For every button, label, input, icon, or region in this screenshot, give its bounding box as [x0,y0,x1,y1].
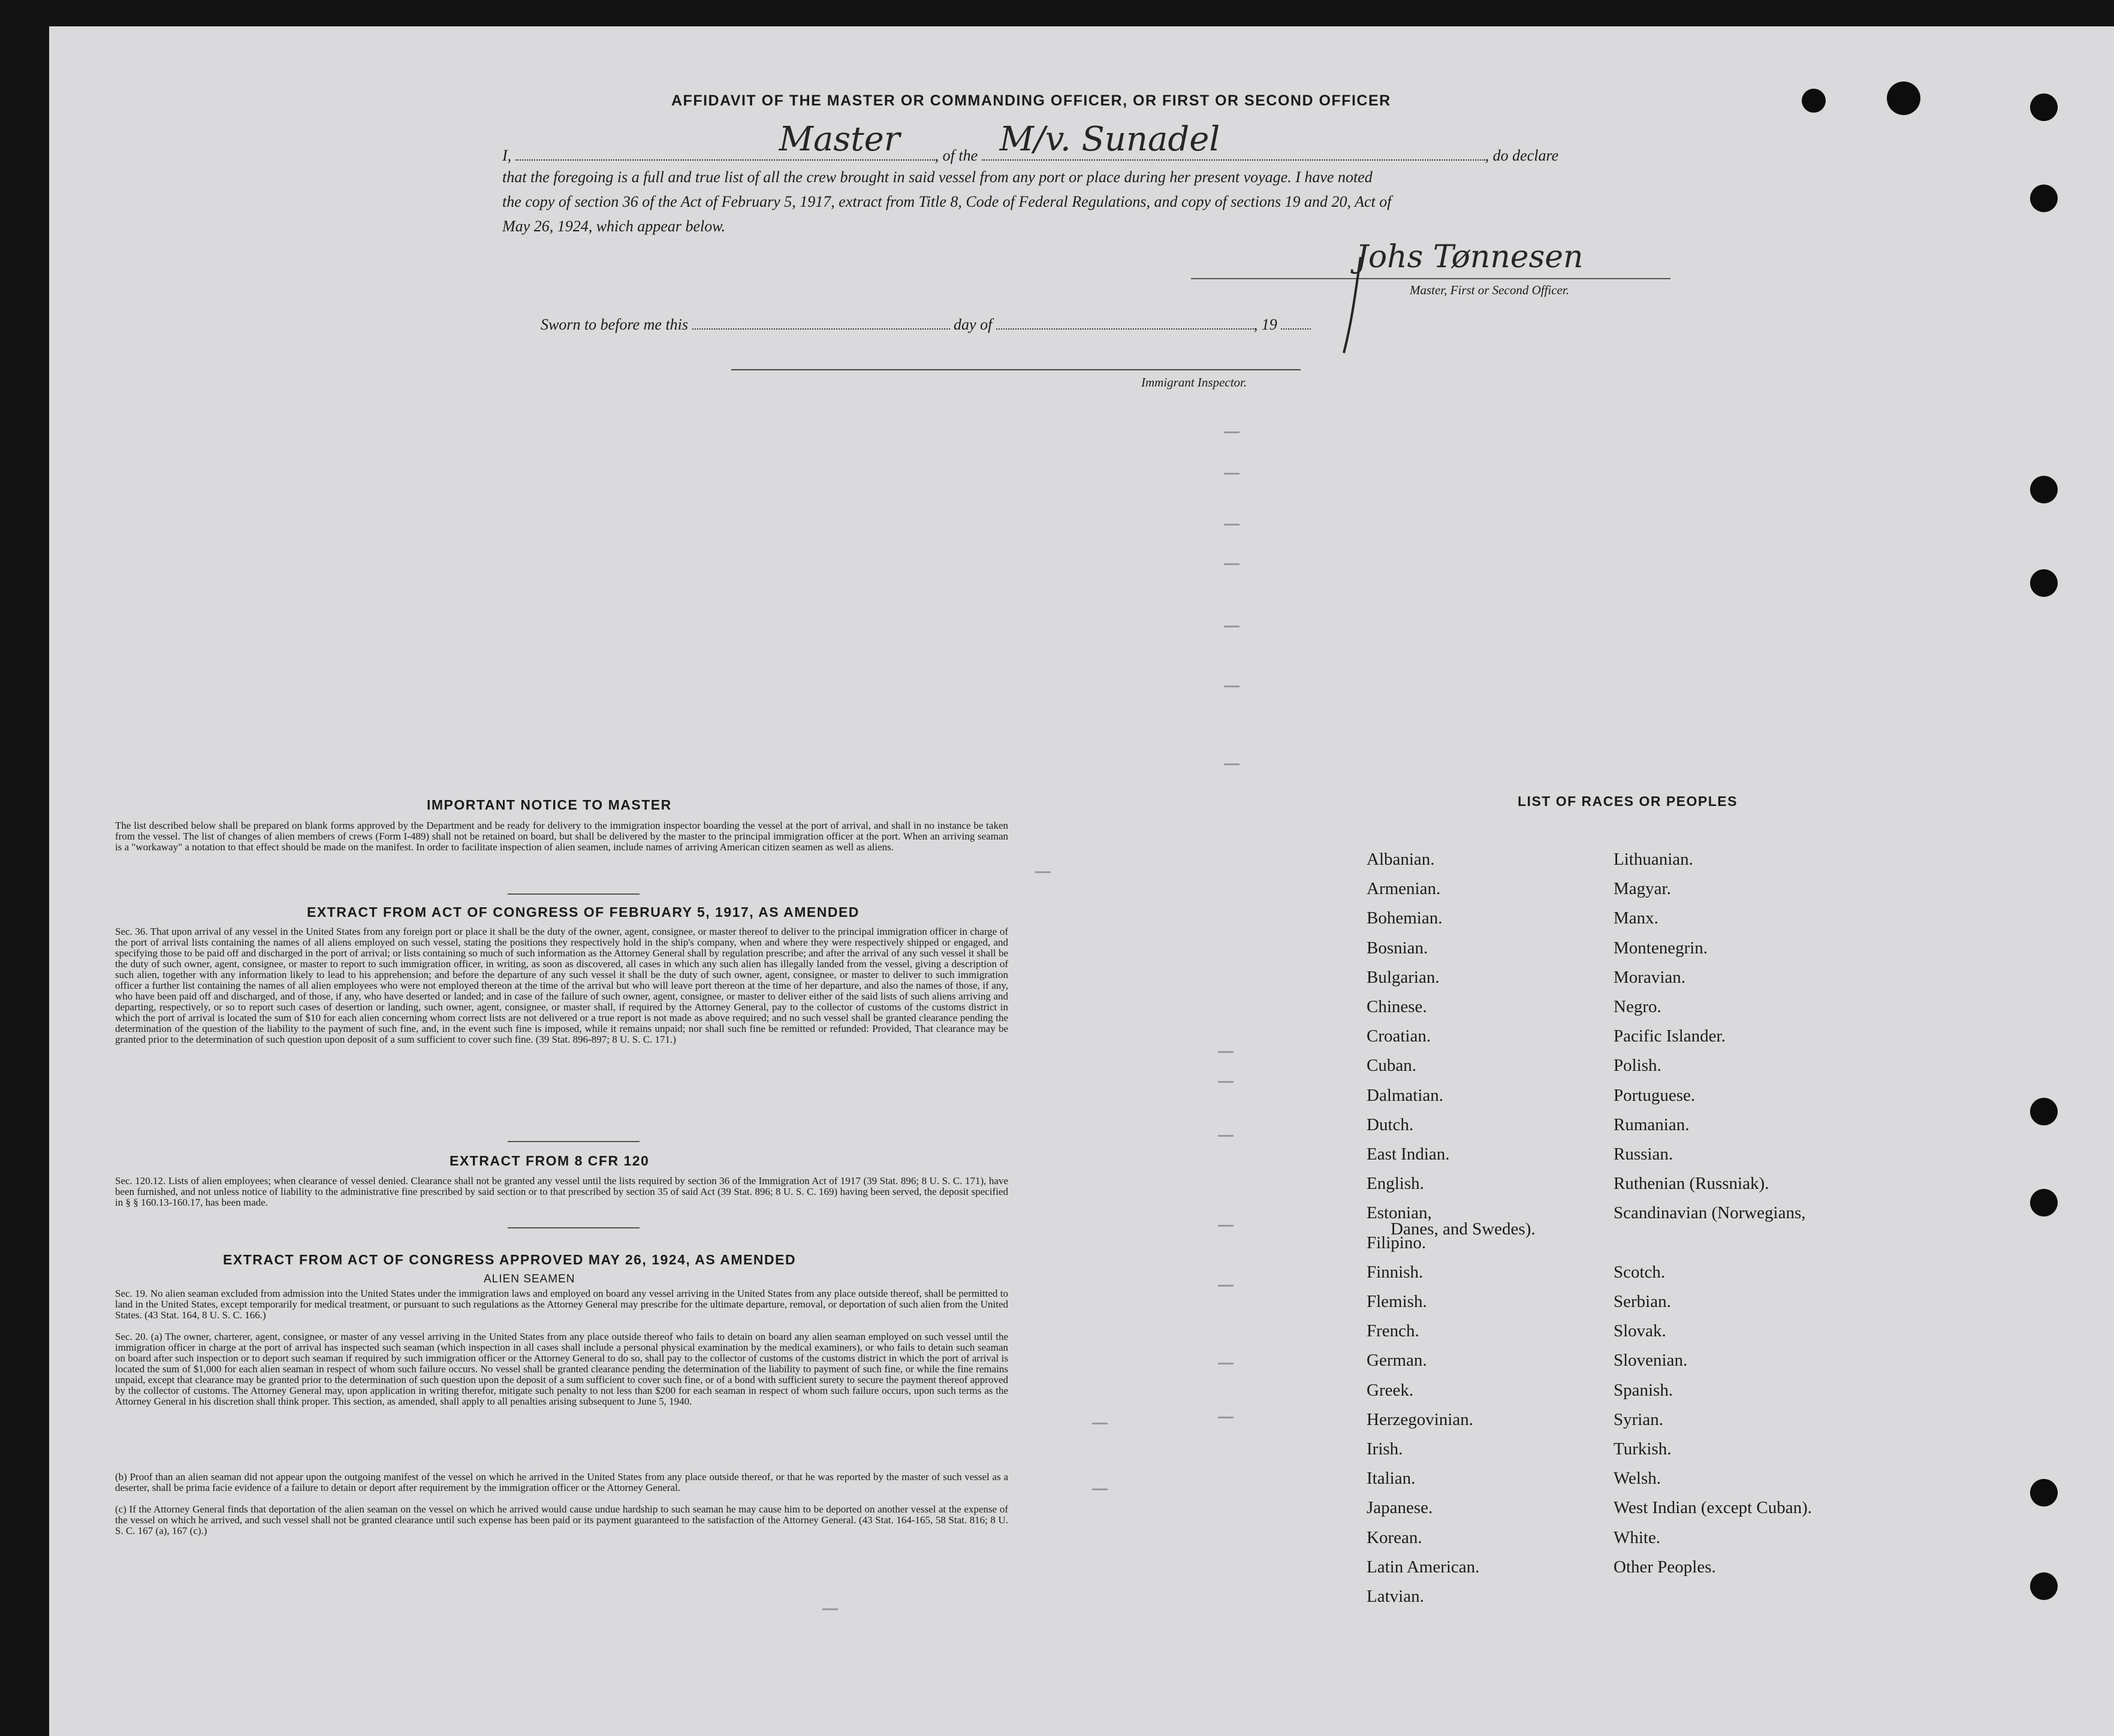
race-item: Magyar. [1614,879,1671,899]
binder-hole [1887,81,1920,115]
race-item: German. [1367,1351,1427,1370]
signature-flourish [1332,254,1368,356]
race-item: Polish. [1614,1056,1661,1076]
binder-hole [2030,93,2058,121]
inspector-line [731,369,1301,370]
sworn-line [541,313,1311,334]
race-item: Herzegovinian. [1367,1409,1473,1429]
race-item: Other Peoples. [1614,1557,1716,1577]
race-item: Cuban. [1367,1056,1416,1076]
race-item: Albanian. [1367,850,1435,869]
sworn-day-label: day of [954,316,993,333]
race-item: Estonian, [1367,1203,1432,1223]
races-title: LIST OF RACES OR PEOPLES [1518,793,1738,809]
sworn-year-field [1281,313,1311,330]
section-divider [508,893,640,895]
race-item: East Indian. [1367,1145,1450,1164]
binder-hole [2030,476,2058,503]
affidavit-title: AFFIDAVIT OF THE MASTER OR COMMANDING OFFICER, OR FIRST OR SECOND OFFICER [671,92,1391,109]
binder-hole [2030,569,2058,597]
race-item: Lithuanian. [1614,850,1693,869]
race-item: Chinese. [1367,997,1427,1016]
extract-1917-body: Sec. 36. That upon arrival of any vessel in the United States from any foreign port or place it shall be the duty of the owner, agent, consignee, or master thereof to deliver to the principal immigration officer in charge of the port of arrival lists containing the names of all aliens employed on such vessel, stating the positions they respectively hold in the ship's company, when and where they were respectively shipped or engaged, and specifying those to be paid off and discharged in the port of arrival; or lists containing so much of such information as the Attorney General shall by regulation prescribe; and after the arrival of any such vessel it shall be the duty of such owner, agent, consignee, or master to report to such immigration officer, in writing, as soon as discovered, all cases in which any such alien has illegally landed from the vessel, giving a description of such alien, together with any information likely to lead to his apprehension; and before the departure of any such vessel it shall be the duty of such owner, agent, consignee, or master to deliver to such immigration officer a further list containing the names of all alien employees who were not employed thereon at the time of the arrival but who will leave port thereon at the time of her departure, and also the names of those, if any, who have been paid off and discharged, and of those, if any, who have deserted or landed; and in case of the failure of such owner, agent, consignee, or master to deliver either of the said lists of such aliens arriving and departing, respectively, or so to report such cases of desertion or landing, such owner, agent, consignee, or master shall, if required by the Attorney General, pay to the collector of customs of the customs district in which the port of arrival is located the sum of $10 for each alien concerning whom correct lists are not delivered or a true report is not made as above required; and no such vessel shall be granted clearance pending the determination of the question of the liability to the payment of such fine, and, in the event such fine is imposed, while it remains unpaid; nor shall such fine be remitted or refunded: Provided, That clearance may be granted prior to the determination of such question upon deposit of a sum sufficient to cover such fine. (39 Stat. 896-897; 8 U. S. C. 171.) [115,926,1008,1045]
sworn-day-field [692,313,950,330]
master-signature: Johs Tønnesen [1356,239,1584,275]
race-item: Pacific Islander. [1614,1026,1726,1046]
race-item: Finnish. [1367,1262,1424,1282]
declaration-mid: , of the [934,147,978,164]
declaration-suffix: , do declare [1485,147,1559,164]
signature-line [1191,278,1670,279]
form-page [49,26,2114,1736]
race-item: Negro. [1614,997,1661,1016]
binder-hole [1802,89,1826,113]
notice-title: IMPORTANT NOTICE TO MASTER [427,797,672,813]
race-item: Dutch. [1367,1115,1414,1134]
race-item: Danes, and Swedes). [1391,1219,1536,1239]
race-item: Moravian. [1614,967,1685,987]
race-item: Filipino. [1367,1233,1427,1252]
binder-hole [2030,1572,2058,1600]
extract-1924-sec20b: (b) Proof than an alien seaman did not appear upon the outgoing manifest of the vessel on which he arrived in the United States from any place outside thereof, or that he was reported by the master of such vessel as a deserter, shall be prima facie evidence of a failure to detain or deport after requirement by the immigration officer or the Attorney General. [115,1471,1008,1493]
race-item: Serbian. [1614,1292,1671,1311]
binder-hole [2030,1098,2058,1125]
extract-1924-sec20c: (c) If the Attorney General finds that deportation of the alien seaman on the vessel on which he arrived would cause undue hardship to such seaman he may cause him to be deported on another vessel at the expense of the vessel on which he arrived, and such vessel shall not be granted clearance until such expense has been paid or its payment guaranteed to the satisfaction of the Attorney General. (43 Stat. 164-165, 58 Stat. 816; 8 U. S. C. 167 (a), 167 (c).) [115,1503,1008,1536]
notice-body: The list described below shall be prepared on blank forms approved by the Department and be ready for delivery to the immigration inspector boarding the vessel at the port of arrival, and shall in no instance be taken from the vessel. The list of changes of alien members of crews (Form I-489) shall not be retained on board, but shall be delivered by the master to the principal immigration officer at the port. When an arriving seaman is a "workaway" a notation to that effect should be made on the manifest. In order to facilitate inspection of alien seamen, include names of arriving American citizen seamen as well as aliens. [115,820,1008,853]
extract-cfr-title: EXTRACT FROM 8 CFR 120 [450,1153,650,1169]
race-item: Slovak. [1614,1321,1666,1341]
race-item: Montenegrin. [1614,938,1708,958]
extract-1924-title: EXTRACT FROM ACT OF CONGRESS APPROVED MAY 26, 1924, AS AMENDED [223,1252,797,1267]
race-item: Dalmatian. [1367,1085,1444,1105]
binder-hole [2030,1479,2058,1506]
race-item: Manx. [1614,908,1658,928]
race-item: Flemish. [1367,1292,1427,1311]
extract-1924-sec19: Sec. 19. No alien seaman excluded from admission into the United States under the immigration laws and employed on board any vessel arriving in the United States from any place outside thereof, shall be permitted to land in the United States, except temporarily for medical treatment, or pursuant to such regulations as the Attorney General may prescribe for the ultimate departure, removal, or deportation of such alien from the United States. (43 Stat. 164, 8 U. S. C. 166.) [115,1288,1008,1321]
race-item: Bulgarian. [1367,967,1440,987]
race-item: Syrian. [1614,1409,1663,1429]
section-divider [508,1227,640,1228]
sworn-year-label: , 19 [1253,316,1277,333]
race-item: English. [1367,1174,1424,1194]
race-item: Latin American. [1367,1557,1480,1577]
race-item: Italian. [1367,1469,1416,1489]
inspector-caption: Immigrant Inspector. [1141,375,1247,390]
declaration-line-1 [502,120,1686,165]
race-item: Turkish. [1614,1439,1672,1459]
race-item: Armenian. [1367,879,1441,899]
race-item: Scotch. [1614,1262,1666,1282]
race-item: Spanish. [1614,1380,1673,1400]
declaration-line-4: May 26, 1924, which appear below. [502,218,726,235]
declaration-prefix: I, [502,147,512,164]
race-item: Japanese. [1367,1498,1433,1518]
sworn-month-field [996,313,1254,330]
extract-1917-title: EXTRACT FROM ACT OF CONGRESS OF FEBRUARY 5, 1917, AS AMENDED [307,904,860,920]
race-item: Rumanian. [1614,1115,1690,1134]
declaration-line-2: that the foregoing is a full and true list of all the crew brought in said vessel from any port or place during her present voyage. I have noted [502,168,1373,186]
race-item: Greek. [1367,1380,1414,1400]
race-item: Korean. [1367,1527,1422,1547]
handwritten-vessel: M/v. Sunadel [999,120,1220,159]
section-divider [508,1141,640,1142]
race-item: Bosnian. [1367,938,1428,958]
race-item: Scandinavian (Norwegians, [1614,1203,1806,1223]
race-item: Latvian. [1367,1587,1424,1606]
extract-cfr-body: Sec. 120.12. Lists of alien employees; when clearance of vessel denied. Clearance shall not be granted any vessel until the lists required by section 36 of the Immigration Act of 1917 (39 Stat. 896; 8 U. S. C. 171), have been furnished, and not unless notice of liability to the administrative fine prescribed by said section or to that prescribed by section 35 of said Act (39 Stat. 896; 8 U. S. C. 169) having been served, the deposit specified in § § 160.13-160.17, has been made. [115,1175,1008,1208]
declaration-line-3: the copy of section 36 of the Act of February 5, 1917, extract from Title 8, Code of Federal Regulations, and copy of sections 19 and 20, Act of [502,193,1392,210]
binder-hole [2030,1189,2058,1216]
extract-1924-subtitle: ALIEN SEAMEN [484,1273,575,1285]
race-item: French. [1367,1321,1419,1341]
race-item: Welsh. [1614,1469,1661,1489]
sworn-prefix: Sworn to before me this [541,316,689,333]
handwritten-officer: Master [779,120,900,159]
race-item: White. [1614,1527,1661,1547]
signature-caption: Master, First or Second Officer. [1410,283,1569,297]
race-item: Irish. [1367,1439,1403,1459]
race-item: Slovenian. [1614,1351,1688,1370]
race-item: West Indian (except Cuban). [1614,1498,1813,1518]
race-item: Bohemian. [1367,908,1443,928]
extract-1924-sec20a: Sec. 20. (a) The owner, charterer, agent, consignee, or master of any vessel arriving in the United States from any place outside thereof who fails to detain on board any alien seaman employed on such vessel until the immigration officer in charge at the port of arrival has inspected such seaman (which inspection in all cases shall include a personal physical examination by the medical examiners), or who fails to detain such seaman on board after such inspection or to deport such seaman if required by such immigration officer or the Attorney General to do so, shall pay to the collector of customs of the customs district in which the port of arrival is located the sum of $1,000 for each alien seaman in respect of whom such failure occurs. No vessel shall be granted clearance pending the determination of the liability to payment of such fine, or while the fine remains unpaid, except that clearance may be granted prior to the determination of such question upon the deposit of a sum sufficient to cover such fine, or of a bond with sufficient surety to secure the payment thereof approved by the collector of customs. The Attorney General may, upon application in writing therefor, mitigate such penalty to not less than $200 for each seaman in respect of whom such failure occurs, upon such terms as the Attorney General in his discretion shall think proper. This section, as amended, shall apply to all penalties arising subsequent to June 5, 1940. [115,1331,1008,1407]
race-item: Ruthenian (Russniak). [1614,1174,1769,1194]
race-item: Croatian. [1367,1026,1431,1046]
race-item: Portuguese. [1614,1085,1696,1105]
race-item: Russian. [1614,1145,1673,1164]
vessel-field [982,120,1485,161]
officer-field [515,120,935,161]
binder-hole [2030,185,2058,212]
